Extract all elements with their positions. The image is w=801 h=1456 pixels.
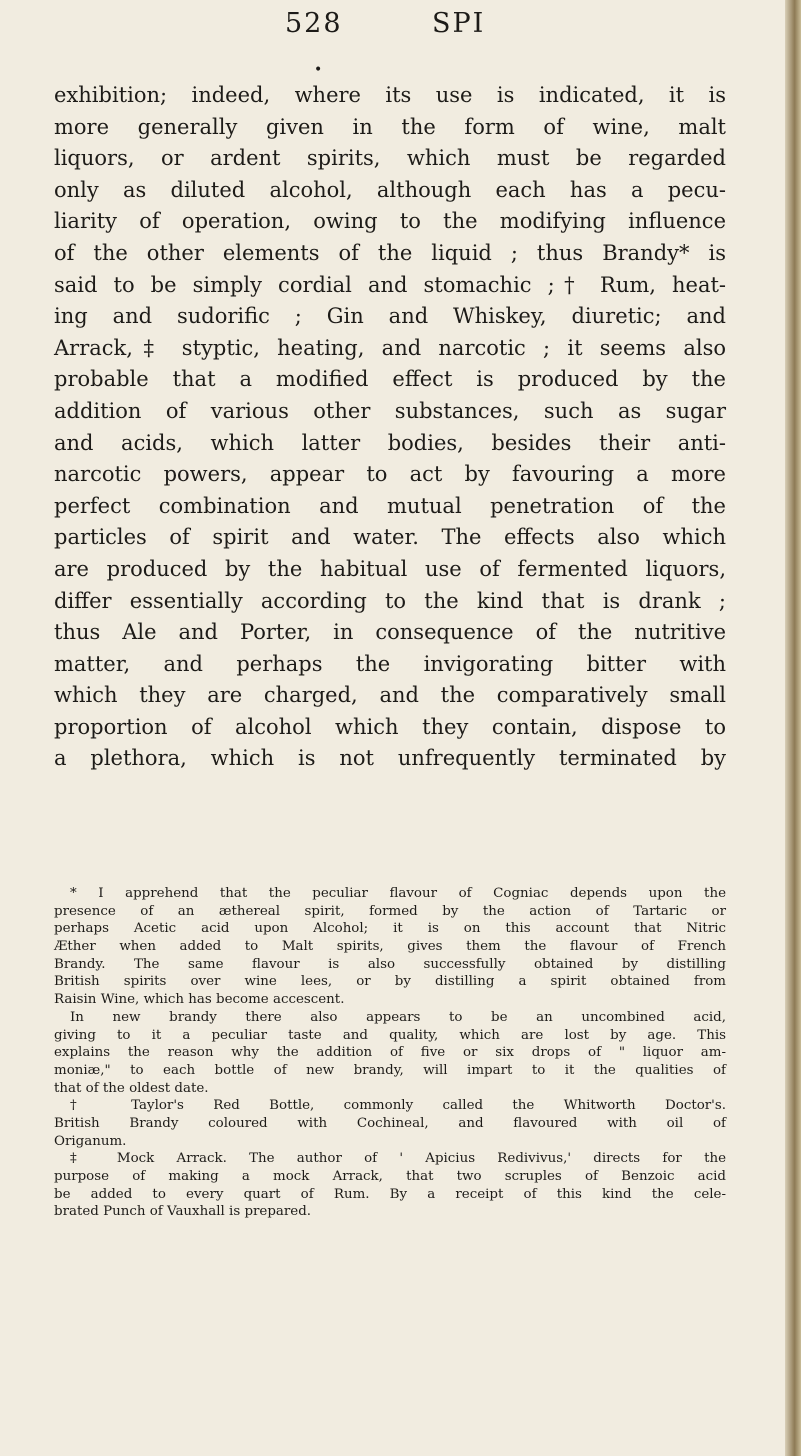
body-line: said to be simply cordial and stomachic ;† Rum, heat- [54,272,726,297]
body-line: a plethora, which is not unfrequently terminated by [54,746,726,771]
footnote-line: ‡ Mock Arrack. The author of ' Apicius Redivivus,' directs for the [70,1151,726,1167]
footnote-line: Brandy. The same flavour is also successfully obtained by distilling [54,956,726,972]
footnote-line: presence of an æthereal spirit, formed by the action of Tartaric or [54,903,726,919]
footnote-line: be added to every quart of Rum. By a receipt of this kind the cele- [54,1186,726,1202]
body-line: more generally given in the form of wine, malt [54,114,726,139]
footnote-line: Origanum. [54,1133,127,1149]
footnotes [54,885,726,1221]
body-line: particles of spirit and water. The effects also which [54,525,726,550]
ornament-dot: • [314,62,323,78]
body-line: perfect combination and mutual penetration of the [54,493,726,518]
footnote-line: † Taylor's Red Bottle, commonly called the Whitworth Doctor's. [70,1098,726,1114]
running-head: SPI [432,8,486,39]
main-text [54,80,726,775]
footnote-line: that of the oldest date. [54,1080,209,1096]
footnote-line: In new brandy there also appears to be an uncombined acid, [70,1009,726,1025]
body-line: are produced by the habitual use of fermented liquors, [54,556,726,581]
body-line: matter, and perhaps the invigorating bitter with [54,651,726,676]
footnote-line: * I apprehend that the peculiar flavour of Cogniac depends upon the [70,886,726,901]
body-line: differ essentially according to the kind that is drank ; [54,588,726,613]
footnote-line: giving to it a peculiar taste and quality, which are lost by age. This [54,1027,726,1043]
body-line: liquors, or ardent spirits, which must be regarded [54,146,726,171]
body-line: thus Ale and Porter, in consequence of the nutritive [54,620,726,645]
footnote-line: Æther when added to Malt spirits, gives them the flavour of French [54,939,726,955]
footnote-line: brated Punch of Vauxhall is prepared. [54,1204,312,1220]
body-line: only as diluted alcohol, although each has a pecu- [54,177,726,202]
footnote-line: British Brandy coloured with Cochineal, and flavoured with oil of [54,1115,726,1131]
body-line: exhibition; indeed, where its use is indicated, it is [54,83,726,107]
footnote-line: moniæ," to each bottle of new brandy, will impart to it the qualities of [54,1062,726,1078]
body-line: which they are charged, and the comparatively small [54,683,726,708]
body-line: proportion of alcohol which they contain, dispose to [54,714,726,739]
footnote-line: British spirits over wine lees, or by distilling a spirit obtained from [54,974,726,990]
body-line: addition of various other substances, such as sugar [54,398,726,423]
body-line: and acids, which latter bodies, besides their anti- [54,430,726,455]
footnote-line: explains the reason why the addition of five or six drops of " liquor am- [54,1045,726,1061]
body-line: ing and sudorific ; Gin and Whiskey, diuretic; and [54,304,726,329]
footnote-line: Raisin Wine, which has become accescent. [54,992,345,1008]
body-line: probable that a modified effect is produced by the [54,367,726,392]
body-line: narcotic powers, appear to act by favouring a more [54,462,726,487]
page-edge-binding [785,0,801,1456]
body-line: Arrack,‡ styptic, heating, and narcotic ; it seems also [54,335,726,360]
body-line: of the other elements of the liquid ; thus Brandy* is [54,240,726,265]
footnote-line: purpose of making a mock Arrack, that two scruples of Benzoic acid [54,1169,726,1184]
footnote-line: perhaps Acetic acid upon Alcohol; it is on this account that Nitric [54,921,726,937]
page-number: 528 [285,8,343,39]
body-line: liarity of operation, owing to the modifying influence [54,209,726,234]
